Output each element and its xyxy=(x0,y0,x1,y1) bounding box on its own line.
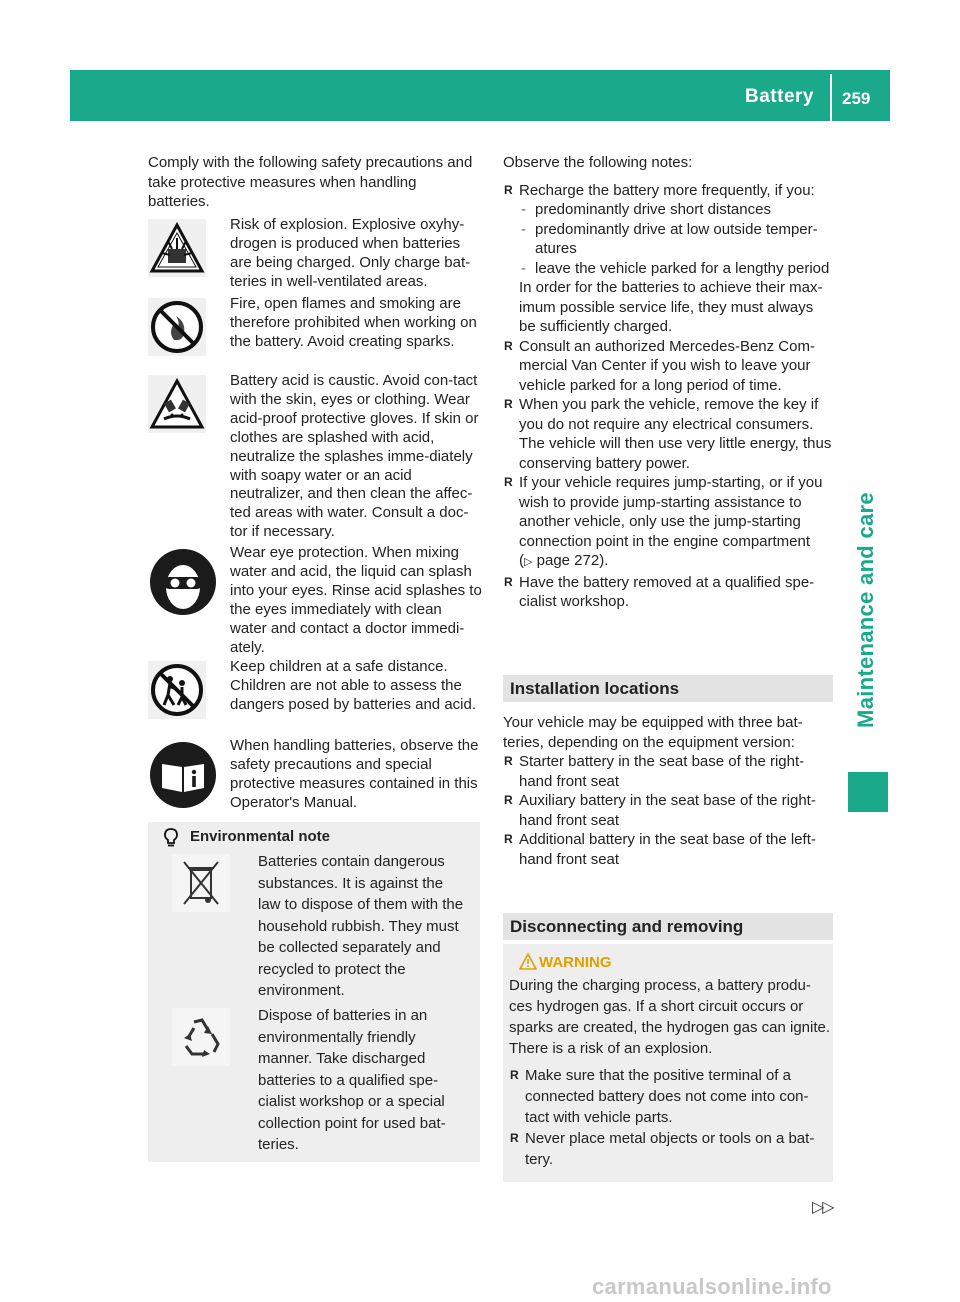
ref-open: ( xyxy=(519,552,524,569)
page-ref-arrow-icon: ▷ xyxy=(524,556,533,568)
list-item xyxy=(503,473,833,573)
continue-marker: ▷▷ xyxy=(812,1199,833,1216)
installation-heading xyxy=(503,675,833,702)
hazard-text: Risk of explosion. Explosive oxyhy-drogen is produced when batteries are being charged. Only charge bat-teries in well-ventilated areas. xyxy=(230,216,471,290)
watermark: carmanualsonline.info xyxy=(592,1274,832,1299)
chapter-tab-label: Maintenance and care xyxy=(853,492,878,728)
list-item: - leave the vehicle parked for a lengthy period xyxy=(503,259,833,279)
corrosive-warning-icon xyxy=(148,375,206,433)
jump-start-text: If your vehicle requires jump-starting, or if you wish to provide jump-starting assistance to another vehicle, only use the jump-starting connection point in the engine compartment xyxy=(519,474,823,550)
environmental-note-box xyxy=(148,822,480,1162)
list-item: R Have the battery removed at a qualified spe-cialist workshop. xyxy=(503,573,833,612)
page-number: 259 xyxy=(842,89,871,108)
installation-intro: Your vehicle may be equipped with three bat-teries, depending on the equipment version: xyxy=(503,714,803,751)
read-manual-icon xyxy=(148,740,218,810)
environmental-note-text: Batteries contain dangerous substances. It is against the law to dispose of them with the household rubbish. They must be collected separately and recycled to protect the environment. xyxy=(258,853,464,999)
warning-box xyxy=(503,944,833,1182)
list-item: - predominantly drive at low outside temper-atures xyxy=(503,220,833,259)
hazard-text: Battery acid is caustic. Avoid con-tact with the skin, eyes or clothing. Wear acid-proof protective gloves. If skin or clothes are splashed with acid, neutralize the splashes imme-diately with soapy water or an acid neutralizer, and then clean the affec-ted areas with water. Consult a doc-tor if necessary. xyxy=(230,372,479,541)
lightbulb-icon xyxy=(162,827,180,847)
warning-bullets xyxy=(509,1065,831,1170)
environmental-note-text: Dispose of batteries in an environmentally friendly manner. Take discharged batteries to a qualified spe-cialist workshop or a special collection point for used bat-teries. xyxy=(258,1007,446,1153)
list-item: - predominantly drive short distances xyxy=(503,200,833,220)
section-title: Battery xyxy=(745,86,814,107)
header-divider xyxy=(830,74,832,121)
keep-children-away-icon xyxy=(148,661,206,719)
list-item: R Consult an authorized Mercedes-Benz Com-mercial Van Center if you wish to leave your vehicle parked for a long period of time. xyxy=(503,337,833,396)
page-reference-link[interactable]: page 272). xyxy=(536,552,609,569)
disconnecting-title: Disconnecting and removing xyxy=(510,917,744,936)
notes-heading: Observe the following notes: xyxy=(503,154,693,171)
notes-section xyxy=(503,153,833,612)
list-item: R Never place metal objects or tools on a bat-tery. xyxy=(509,1128,831,1170)
list-item: R When you park the vehicle, remove the key if you do not require any electrical consumers. The vehicle will then use very little energy, thus conserving battery power. xyxy=(503,395,833,473)
list-item: R Recharge the battery more frequently, if you: xyxy=(503,181,833,201)
intro-text: Comply with the following safety precautions and take protective measures when handling batteries. xyxy=(148,154,473,210)
warning-text: During the charging process, a battery produ-ces hydrogen gas. If a short circuit occurs or sparks are created, the hydrogen gas can ignite. There is a risk of an explosion. xyxy=(509,977,831,1057)
installation-section xyxy=(503,713,833,869)
disconnecting-heading xyxy=(503,913,833,940)
list-item: R Additional battery in the seat base of the left-hand front seat xyxy=(503,830,833,869)
hazard-text: Keep children at a safe distance. Children are not able to assess the dangers posed by batteries and acid. xyxy=(230,658,476,713)
hazard-text: When handling batteries, observe the safety precautions and special protective measures contained in this Operator's Manual. xyxy=(230,737,479,811)
chapter-tab xyxy=(846,460,886,760)
chapter-marker xyxy=(848,772,888,812)
recharge-note: In order for the batteries to achieve their max-imum possible service life, they must always be sufficiently charged. xyxy=(519,279,823,335)
installation-title: Installation locations xyxy=(510,679,680,698)
crossed-out-bin-icon xyxy=(172,854,230,912)
warning-title: WARNING xyxy=(539,954,612,971)
list-item: R Starter battery in the seat base of the right-hand front seat xyxy=(503,752,833,791)
recycle-icon xyxy=(172,1008,230,1066)
hazard-text: Fire, open flames and smoking are therefore prohibited when working on the battery. Avoid creating sparks. xyxy=(230,295,477,350)
no-fire-icon xyxy=(148,298,206,356)
hazard-text: Wear eye protection. When mixing water and acid, the liquid can splash into your eyes. Rinse acid splashes to the eyes immediately with clean water and contact a doctor immedi-ately. xyxy=(230,544,482,656)
environmental-note-title: Environmental note xyxy=(190,828,331,845)
list-item: R Make sure that the positive terminal of a connected battery does not come into con-tact with vehicle parts. xyxy=(509,1065,831,1128)
eye-protection-icon xyxy=(148,547,218,617)
explosion-warning-icon xyxy=(148,219,206,277)
warning-triangle-icon xyxy=(519,953,537,970)
list-item: R Auxiliary battery in the seat base of the right-hand front seat xyxy=(503,791,833,830)
